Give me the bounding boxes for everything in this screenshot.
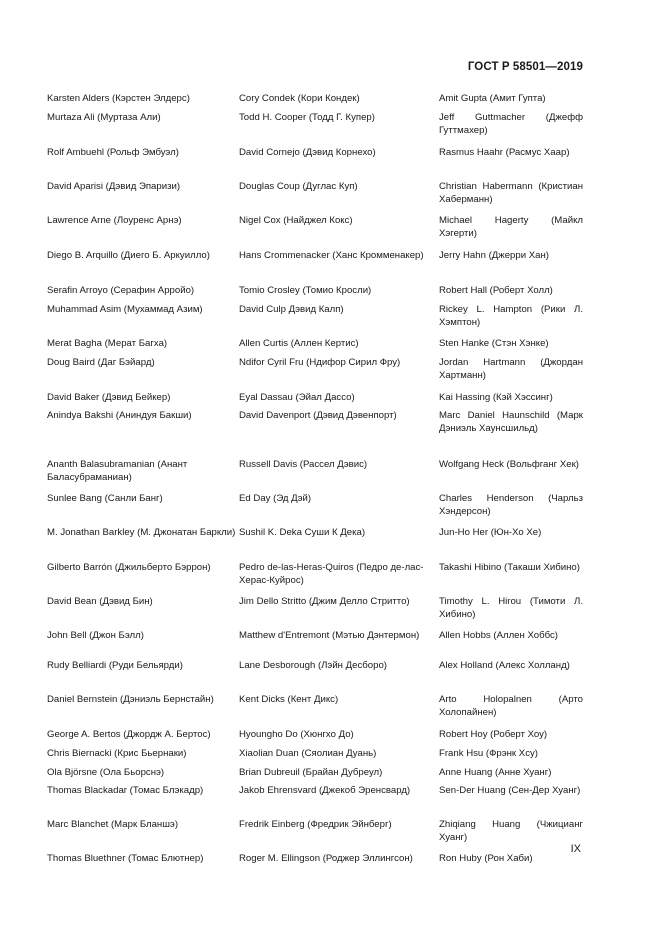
contributor-name: Sen-Der Huang (Сен-Дер Хуанг) (439, 785, 581, 796)
contributor-name: Christian Habermann (Кристиан Хаберманн) (439, 181, 583, 205)
contributor-name: Chris Biernacki (Крис Бьернаки) (47, 748, 187, 759)
contributor-name: Ananth Balasubramanian (Анант Баласубраманиан) (47, 459, 188, 483)
contributor-name: Allen Curtis (Аллен Кертис) (239, 338, 359, 349)
contributor-name: Gilberto Barrón (Джильберто Бэррон) (47, 562, 211, 573)
contributor-name: Fredrik Einberg (Фредрик Эйнберг) (239, 819, 392, 830)
contributor-name: Jerry Hahn (Джерри Хан) (439, 250, 549, 261)
contributor-name: Hyoungho Do (Хюнгхо До) (239, 729, 354, 740)
contributor-name: Kent Dicks (Кент Дикс) (239, 694, 339, 705)
contributor-name: Marc Blanchet (Марк Бланшэ) (47, 819, 179, 830)
contributor-name: Rasmus Haahr (Расмус Хаар) (439, 147, 570, 158)
contributor-name: David Culp Дэвид Калп) (239, 304, 344, 315)
contributor-name: Lane Desborough (Лэйн Десборо) (239, 660, 387, 671)
contributor-name: Jordan Hartmann (Джордан Хартманн) (439, 357, 583, 381)
contributor-name: Amit Gupta (Амит Гупта) (439, 93, 546, 104)
contributor-name: Sten Hanke (Стэн Хэнке) (439, 338, 549, 349)
contributor-name: Ndifor Cyril Fru (Ндифор Сирил Фру) (239, 357, 401, 368)
contributor-name: Daniel Bernstein (Дэниэль Бернстайн) (47, 694, 214, 705)
contributor-name: Timothy L. Hirou (Тимоти Л. Хибино) (439, 596, 583, 620)
contributor-name: Sushil K. Deka Суши К Дека) (239, 527, 366, 538)
contributor-name: Hans Crommenacker (Ханс Кромменакер) (239, 250, 424, 261)
contributor-name: Lawrence Arne (Лоуренс Арнэ) (47, 215, 182, 226)
contributor-name: Arto Holopalnen (Арто Холопайнен) (439, 694, 583, 718)
contributor-name: Muhammad Asim (Мухаммад Азим) (47, 304, 203, 315)
contributor-name: David Aparisi (Дэвид Эпаризи) (47, 181, 181, 192)
contributor-name: Xiaolian Duan (Сяолиан Дуань) (239, 748, 377, 759)
contributor-name: Thomas Blackadar (Томас Блэкадр) (47, 785, 204, 796)
contributor-name: Wolfgang Heck (Вольфганг Хек) (439, 459, 579, 470)
contributor-name: Eyal Dassau (Эйал Дассо) (239, 392, 355, 403)
document-code: ГОСТ Р 58501—2019 (467, 61, 583, 73)
contributor-name: Rickey L. Hampton (Рики Л. Хэмптон) (439, 304, 583, 328)
contributor-name: Brian Dubreuil (Брайан Дубреул) (239, 767, 383, 778)
contributor-name: Roger M. Ellingson (Роджер Эллингсон) (239, 853, 413, 864)
contributor-name: Douglas Coup (Дуглас Куп) (239, 181, 358, 192)
contributor-name: Zhiqiang Huang (Чжицианг Хуанг) (439, 819, 583, 843)
contributor-name: Charles Henderson (Чарльз Хэндерсон) (439, 493, 583, 517)
contributor-name: Anindya Bakshi (Аниндуя Бакши) (47, 410, 192, 421)
contributor-name: Murtaza Ali (Муртаза Али) (47, 112, 161, 123)
contributor-name: Anne Huang (Анне Хуанг) (439, 767, 552, 778)
contributor-name: David Davenport (Дэвид Дэвенпорт) (239, 410, 397, 421)
contributor-name: Pedro de-las-Heras-Quiros (Педро де-лас-Херас-Куйрос) (239, 562, 424, 586)
contributor-name: Doug Baird (Даг Бэйард) (47, 357, 155, 368)
contributor-name: Sunlee Bang (Санли Банг) (47, 493, 163, 504)
contributor-name: Jeff Guttmacher (Джефф Гуттмахер) (439, 112, 583, 136)
contributor-name: Russell Davis (Рассел Дэвис) (239, 459, 368, 470)
contributor-name: Merat Bagha (Мерат Багха) (47, 338, 168, 349)
contributor-name: Marc Daniel Haunschild (Марк Дэниэль Хаунсшильд) (439, 410, 583, 434)
contributor-name: Tomio Crosley (Томио Кросли) (239, 285, 372, 296)
contributor-name: Ed Day (Эд Дэй) (239, 493, 312, 504)
contributor-name: Michael Hagerty (Майкл Хэгерти) (439, 215, 583, 239)
contributor-name: Thomas Bluethner (Томас Блютнер) (47, 853, 204, 864)
contributor-name: Allen Hobbs (Аллен Хоббс) (439, 630, 558, 641)
contributor-name: Diego B. Arquillo (Диего Б. Аркуилло) (47, 250, 210, 261)
contributor-name: David Baker (Дэвид Бейкер) (47, 392, 171, 403)
contributor-name: Ron Huby (Рон Хаби) (439, 853, 533, 864)
contributor-name: Serafin Arroyo (Серафин Арройо) (47, 285, 195, 296)
page-number: IX (570, 843, 581, 855)
contributor-name: Robert Hoy (Роберт Хоу) (439, 729, 548, 740)
contributor-name: Alex Holland (Алекс Холланд) (439, 660, 570, 671)
contributor-name: Robert Hall (Роберт Холл) (439, 285, 553, 296)
contributor-name: Jun-Ho Her (Юн-Хо Хе) (439, 527, 542, 538)
contributor-name: Cory Condek (Кори Кондек) (239, 93, 360, 104)
contributor-name: John Bell (Джон Бэлл) (47, 630, 144, 641)
contributor-name: Ola Björsne (Ола Бьорснэ) (47, 767, 165, 778)
contributor-name: George A. Bertos (Джордж А. Бертос) (47, 729, 211, 740)
contributor-name: Jakob Ehrensvard (Джекоб Эренсвард) (239, 785, 411, 796)
contributor-name: M. Jonathan Barkley (М. Джонатан Баркли) (47, 527, 236, 538)
contributor-name: David Cornejo (Дэвид Корнехо) (239, 147, 376, 158)
contributors-list (47, 90, 583, 869)
contributor-name: Matthew d'Entremont (Мэтью Дэнтермон) (239, 630, 420, 641)
contributor-name: Rolf Ambuehl (Рольф Эмбуэл) (47, 147, 179, 158)
contributor-name: Frank Hsu (Фрэнк Хсу) (439, 748, 538, 759)
contributor-name: Todd H. Cooper (Тодд Г. Купер) (239, 112, 375, 123)
contributor-name: Kai Hassing (Кэй Хэссинг) (439, 392, 553, 403)
contributor-name: Takashi Hibino (Такаши Хибино) (439, 562, 580, 573)
contributor-name: Karsten Alders (Кэрстен Элдерс) (47, 93, 190, 104)
contributor-name: Rudy Belliardi (Руди Бельярди) (47, 660, 183, 671)
contributor-name: David Bean (Дэвид Бин) (47, 596, 153, 607)
contributor-name: Jim Dello Stritto (Джим Делло Стритто) (239, 596, 410, 607)
contributor-name: Nigel Cox (Найджел Кокс) (239, 215, 353, 226)
